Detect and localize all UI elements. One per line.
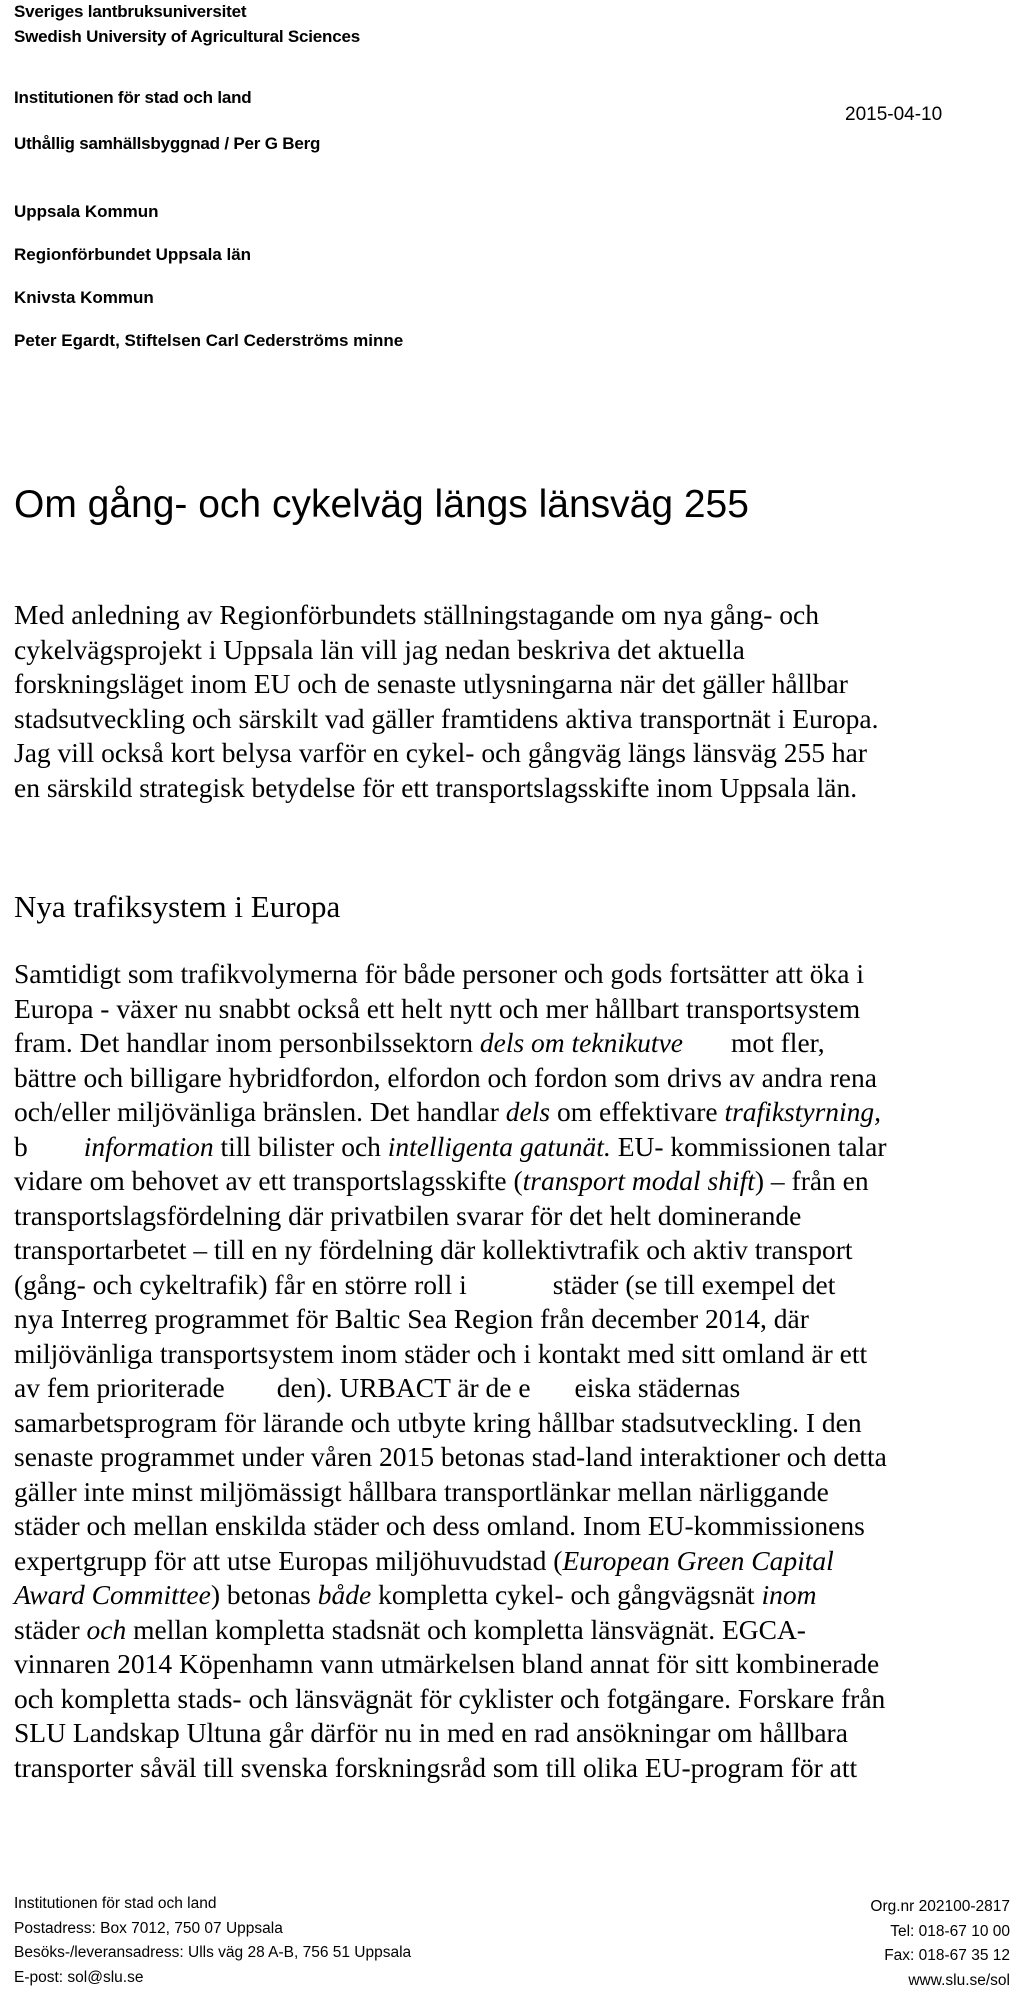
footer-contact	[790, 1895, 1010, 1993]
org-name-swedish: Sveriges lantbruksuniversitet	[14, 2, 247, 21]
recipient-3: Knivsta Kommun	[14, 288, 154, 307]
body-text: av fem prioriterade	[14, 1372, 225, 1403]
body-line: nya Interreg programmet för Baltic Sea Region från december 2014, där	[14, 1303, 809, 1334]
body-text: mot fler,	[730, 1027, 825, 1058]
footer-fax: Fax: 018-67 35 12	[884, 1947, 1010, 1964]
letter-title: Om gång- och cykelväg längs länsväg 255	[14, 483, 749, 526]
body-emphasis: intelligenta gatunät.	[387, 1130, 611, 1162]
body-line	[14, 1130, 1014, 1165]
body-text: den). URBACT är de e	[276, 1372, 531, 1403]
body-emphasis: och	[86, 1613, 127, 1645]
body-text: vidare om behovet av ett transportslagsskifte (	[14, 1165, 523, 1196]
body-line: och kompletta stads- och länsvägnät för cyklister och fotgängare. Forskare från	[14, 1682, 886, 1714]
footer-website[interactable]: www.slu.se/sol	[908, 1971, 1010, 1989]
body-emphasis: dels	[505, 1096, 551, 1127]
body-text: till bilister och	[213, 1130, 388, 1162]
body-text: eiska städernas	[574, 1372, 741, 1403]
body-line: miljövänliga transportsystem inom städer och i kontakt med sitt omland är ett	[14, 1337, 868, 1369]
body-text: ) – från en	[754, 1165, 869, 1196]
body-emphasis: trafikstyrning,	[724, 1096, 882, 1127]
body-emphasis: både	[317, 1579, 372, 1610]
footer-line: Institutionen för stad och land	[14, 1895, 217, 1912]
intro-line: Jag vill också kort belysa varför en cykel- och gångväg längs länsväg 255 har	[14, 737, 867, 768]
intro-line: forskningsläget inom EU och de senaste utlysningarna när det gäller hållbar	[14, 668, 848, 699]
body-line	[14, 1371, 1014, 1406]
body-emphasis: dels om teknikutve	[479, 1027, 683, 1058]
recipient-1: Uppsala Kommun	[14, 202, 159, 221]
body-line: senaste programmet under våren 2015 betonas stad-land interaktioner och detta	[14, 1441, 887, 1472]
letter-date: 2015-04-10	[845, 104, 943, 125]
body-text: om effektivare	[550, 1096, 725, 1127]
footer-org-number: Org.nr 202100-2817	[870, 1898, 1010, 1915]
body-line: transportslagsfördelning där privatbilen svarar för det helt dominerande	[14, 1199, 802, 1231]
body-text: kompletta cykel- och gångvägsnät	[371, 1579, 762, 1610]
footer-line: Postadress: Box 7012, 750 07 Uppsala	[14, 1919, 283, 1937]
body-text: (gång- och cykeltrafik) får en större roll i	[14, 1268, 467, 1300]
footer-address	[14, 1892, 411, 1990]
body-line: SLU Landskap Ultuna går därför nu in med en rad ansökningar om hållbara	[14, 1717, 848, 1748]
body-line: Europa - växer nu snabbt också ett helt nytt och mer hållbart transportsystem	[14, 992, 861, 1024]
recipient-4: Peter Egardt, Stiftelsen Carl Cederströms minne	[14, 331, 404, 350]
body-text: städer (se till exempel det	[552, 1268, 836, 1300]
body-text: ) betonas	[210, 1579, 318, 1610]
body-line	[14, 1268, 1014, 1303]
body-text: och/eller miljövänliga bränslen. Det handlar	[14, 1096, 506, 1127]
intro-line: Med anledning av Regionförbundets ställningstagande om nya gång- och	[14, 599, 819, 630]
body-text: mellan kompletta stadsnät och kompletta länsvägnät. EGCA-	[126, 1613, 806, 1645]
body-line: Samtidigt som trafikvolymerna för både personer och gods fortsätter att öka i	[14, 958, 864, 989]
department-name: Institutionen för stad och land	[14, 88, 252, 107]
body-text: b	[14, 1130, 28, 1162]
intro-line: stadsutveckling och särskilt vad gäller framtidens aktiva transportnät i Europa.	[14, 702, 879, 734]
body-line	[14, 1026, 1014, 1061]
body-line	[14, 1095, 1014, 1130]
body-text: EU- kommissionen talar	[610, 1130, 887, 1162]
body-text: expertgrupp för att utse Europas miljöhuvudstad (	[14, 1544, 563, 1576]
recipient-2: Regionförbundet Uppsala län	[14, 245, 252, 264]
org-name-english: Swedish University of Agricultural Sciences	[14, 27, 360, 46]
body-line: vinnaren 2014 Köpenhamn vann utmärkelsen bland annat för sitt kombinerade	[14, 1648, 880, 1679]
footer-line: Besöks-/leveransadress: Ulls väg 28 A-B, 756 51 Uppsala	[14, 1944, 412, 1961]
body-text: städer	[14, 1613, 87, 1645]
body-emphasis: transport modal shift	[522, 1165, 755, 1196]
body-emphasis: information	[83, 1130, 214, 1162]
intro-line: cykelvägsprojekt i Uppsala län vill jag nedan beskriva det aktuella	[14, 633, 745, 665]
body-line	[14, 1578, 1014, 1613]
footer-phone: Tel: 018-67 10 00	[890, 1922, 1010, 1940]
body-line: städer och mellan enskilda städer och dess omland. Inom EU-kommissionens	[14, 1510, 865, 1541]
intro-line: en särskild strategisk betydelse för ett transportslagsskifte inom Uppsala län.	[14, 771, 858, 803]
body-paragraph	[14, 957, 1014, 1785]
body-emphasis: Award Committee	[14, 1579, 211, 1610]
intro-paragraph	[14, 598, 1014, 805]
body-emphasis: inom	[761, 1579, 817, 1610]
body-emphasis: European Green Capital	[562, 1544, 834, 1576]
section-heading: Nya trafiksystem i Europa	[14, 889, 341, 924]
footer-line: E-post: sol@slu.se	[14, 1968, 144, 1986]
body-line: samarbetsprogram för lärande och utbyte kring hållbar stadsutveckling. I den	[14, 1406, 862, 1438]
body-line	[14, 1613, 1014, 1648]
body-line: transporter såväl till svenska forskningsråd som till olika EU-program för att	[14, 1751, 858, 1783]
body-line: transportarbetet – till en ny fördelning där kollektivtrafik och aktiv transport	[14, 1234, 853, 1265]
body-line	[14, 1164, 1014, 1199]
body-text: fram. Det handlar inom personbilssektorn	[14, 1027, 480, 1058]
body-line	[14, 1544, 1014, 1579]
author-line: Uthållig samhällsbyggnad / Per G Berg	[14, 134, 321, 153]
body-line: gäller inte minst miljömässigt hållbara transportlänkar mellan närliggande	[14, 1475, 829, 1507]
body-line: bättre och billigare hybridfordon, elfordon och fordon som drivs av andra rena	[14, 1061, 877, 1093]
